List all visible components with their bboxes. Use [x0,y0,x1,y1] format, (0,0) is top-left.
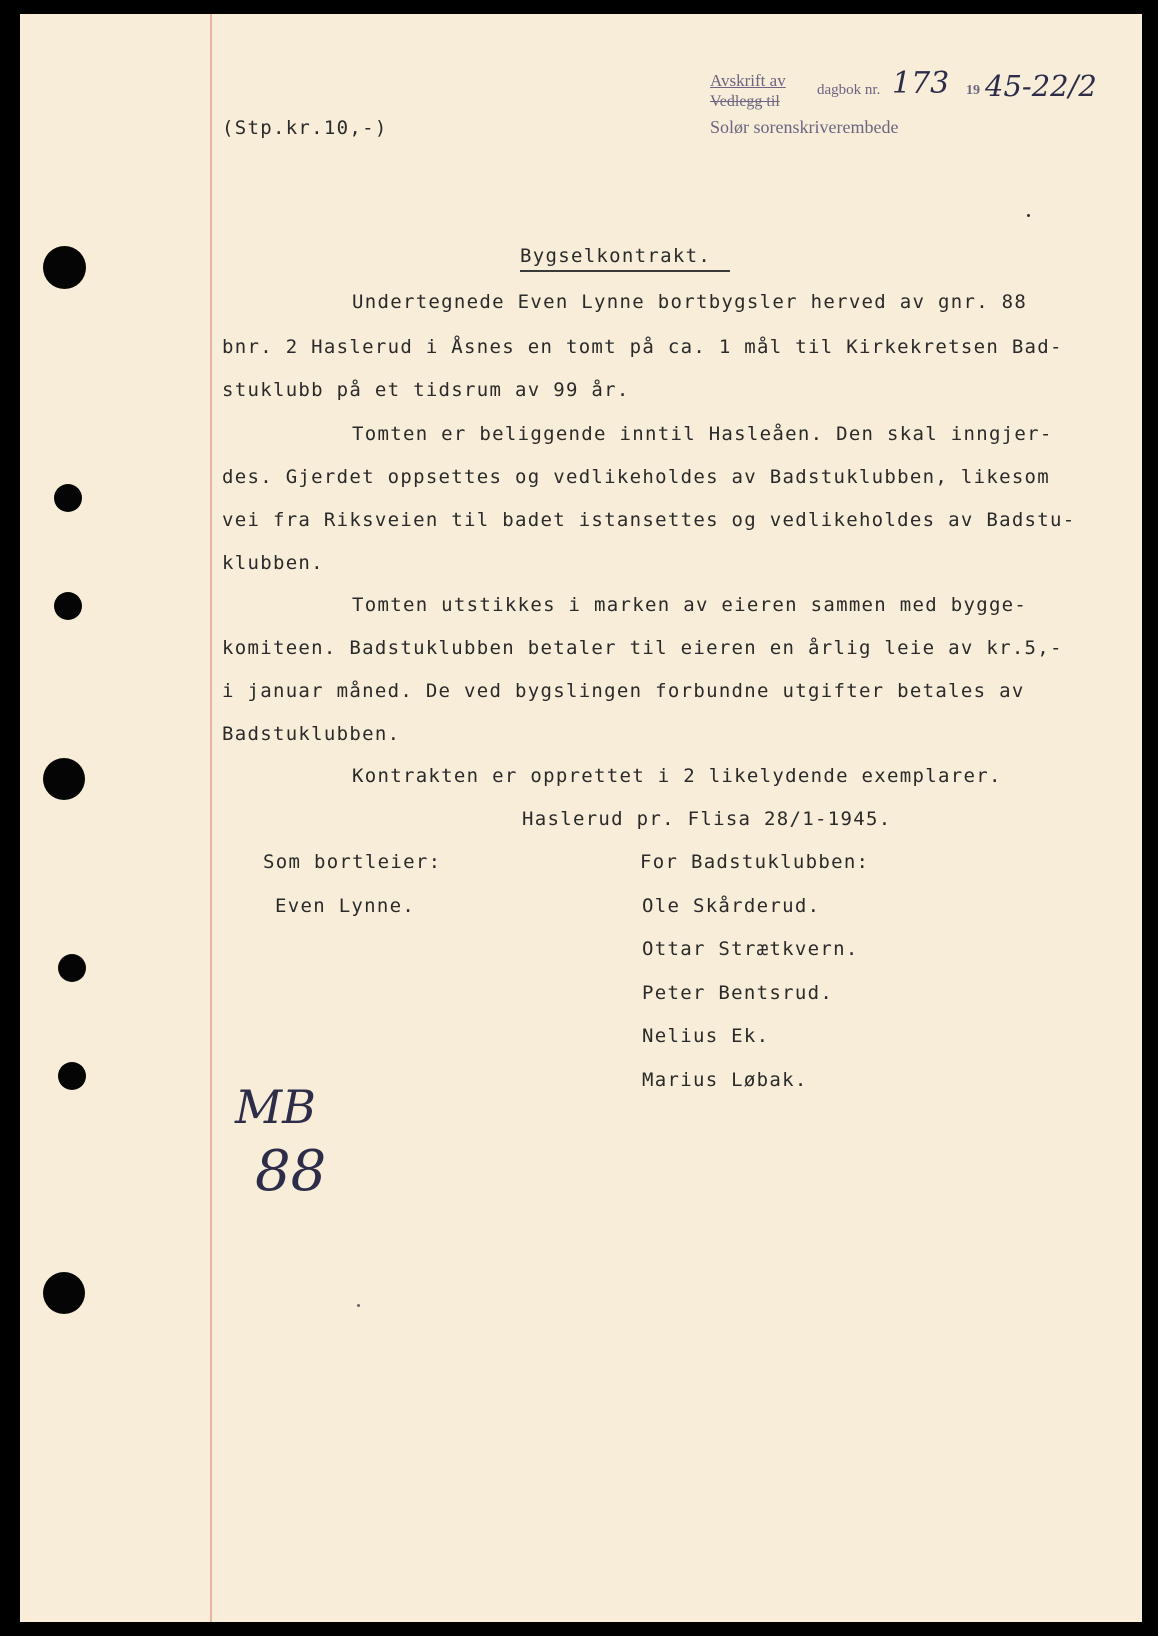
body-line: stuklubb på et tidsrum av 99 år. [222,379,630,401]
margin-number: 88 [255,1139,327,1204]
binder-hole [43,1272,85,1314]
lessee-label: For Badstuklubben: [640,851,870,873]
body-line: Tomten er beliggende inntil Hasleåen. Den skal inngjer- [352,423,1053,445]
body-line: bnr. 2 Haslerud i Åsnes en tomt på ca. 1 mål til Kirkekretsen Bad- [222,336,1063,358]
binder-hole [58,1062,86,1090]
lessee-signatory: Ottar Strætkvern. [642,938,859,960]
dagbok-number: 173 [892,66,950,101]
lessee-signatory: Nelius Ek. [642,1025,770,1047]
body-line: des. Gjerdet oppsettes og vedlikeholdes av Badstuklubben, likesom [222,466,1051,488]
body-line: Kontrakten er opprettet i 2 likelydende exemplarer. [352,765,1002,787]
margin-initials: MB [235,1080,316,1134]
body-line: i januar måned. De ved bygslingen forbundne utgifter betales av [222,680,1025,702]
binder-hole [43,246,86,289]
lessee-signatory: Ole Skårderud. [642,895,821,917]
stamp-dagbok-label: dagbok nr. [817,82,881,98]
stamp-avskrift [710,72,786,89]
stamp-date: 45-22/2 [985,69,1097,103]
title-underline [520,270,730,272]
body-line: vei fra Riksveien til badet istansettes og vedlikeholdes av Badstu- [222,509,1076,531]
stamp-office: Solør sorenskriverembede [710,117,899,137]
binder-hole [54,484,82,512]
stamp-fee: (Stp.kr.10,-) [222,117,388,139]
lessee-signatory: Marius Løbak. [642,1069,808,1091]
body-line: klubben. [222,552,324,574]
body-line: Badstuklubben. [222,723,401,745]
binder-hole [58,954,86,982]
document-page [20,14,1142,1622]
body-line: Undertegnede Even Lynne bortbygsler herved av gnr. 88 [352,291,1028,313]
lessee-signatory: Peter Bentsrud. [642,982,834,1004]
binder-hole [54,592,82,620]
ink-speck [357,1304,360,1307]
place-date: Haslerud pr. Flisa 28/1-1945. [522,808,892,830]
document-title: Bygselkontrakt. [520,245,712,267]
stamp-vedlegg-struck: Vedlegg til [710,93,780,110]
lessor-label: Som bortleier: [263,851,442,873]
margin-rule [210,14,212,1622]
body-line: Tomten utstikkes i marken av eieren sammen med bygge- [352,594,1028,616]
stamp-year-prefix: 19 [966,83,980,98]
ink-speck [1027,214,1030,217]
binder-hole [43,758,85,800]
lessor-name: Even Lynne. [275,895,416,917]
stamp-word-avskrift: Avskrift av [710,71,786,90]
body-line: komiteen. Badstuklubben betaler til eieren en årlig leie av kr.5,- [222,637,1063,659]
